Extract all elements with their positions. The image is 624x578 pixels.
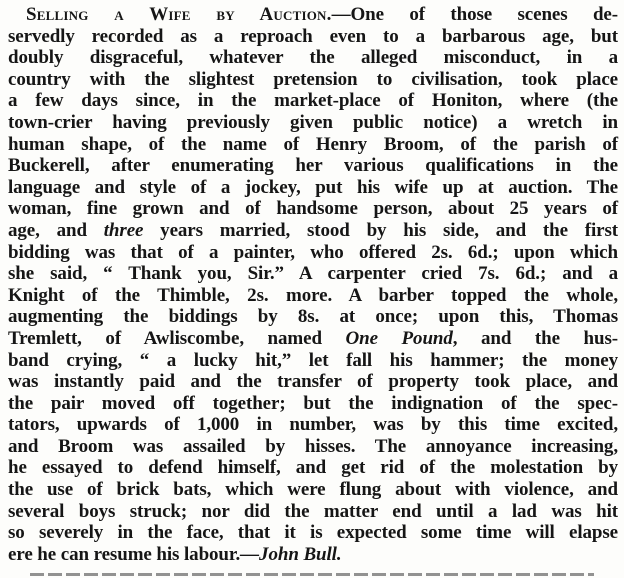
italic-one-pound: One Pound bbox=[345, 327, 453, 349]
article-line: band crying, “ a lucky hit,” let fall his hammer; the money bbox=[8, 349, 618, 371]
article-line: augmenting the biddings by 8s. at once; upon this, Thomas bbox=[8, 306, 618, 328]
article-line: the use of brick bats, which were flung about with violence, and bbox=[8, 479, 618, 501]
article-text bbox=[8, 4, 618, 565]
article-line: and Broom was assailed by hisses. The annoyance increasing, bbox=[8, 435, 618, 457]
article-line: country with the slightest pretension to civilisation, took place bbox=[8, 68, 618, 90]
article-line: human shape, of the name of Henry Broom, of the parish of bbox=[8, 133, 618, 155]
article-line: Knight of the Thimble, 2s. more. A barber topped the whole, bbox=[8, 284, 618, 306]
article-line: ere he can resume his labour.—John Bull. bbox=[8, 543, 342, 565]
article-line: several boys struck; nor did the matter end until a lad was hit bbox=[8, 500, 618, 522]
article-line: Tremlett, of Awliscombe, named One Pound, and the hus- bbox=[8, 327, 618, 349]
article-line: Selling a Wife by Auction.—One of those scenes de- bbox=[26, 4, 618, 25]
article-line: so severely in the face, that it is expected some time will elapse bbox=[8, 522, 618, 544]
article-line: age, and three years married, stood by his side, and the first bbox=[8, 219, 619, 241]
article-heading: Selling a Wife by Auction. bbox=[26, 4, 332, 25]
column-divider bbox=[30, 573, 594, 576]
article-line: Buckerell, after enumerating her various qualifications in the bbox=[8, 155, 618, 177]
article-line: tators, upwards of 1,000 in number, was by this time excited, bbox=[8, 414, 618, 436]
article-line: he essayed to defend himself, and get rid of the molestation by bbox=[8, 457, 618, 479]
article-line: she said, “ Thank you, Sir.” A carpenter cried 7s. 6d.; and a bbox=[8, 263, 618, 285]
article-line: servedly recorded as a reproach even to a barbarous age, but bbox=[8, 25, 618, 47]
article-line: town-crier having previously given public notice) a wretch in bbox=[8, 111, 618, 133]
article-line: the pair moved off together; but the indignation of the spec- bbox=[8, 392, 618, 414]
italic-three: three bbox=[103, 219, 144, 241]
article-line: was instantly paid and the transfer of property took place, and bbox=[8, 371, 618, 393]
article-line: a few days since, in the market-place of Honiton, where (the bbox=[8, 90, 618, 112]
article-line: doubly disgraceful, whatever the alleged misconduct, in a bbox=[8, 47, 618, 69]
article-line: woman, fine grown and of handsome person, about 25 years of bbox=[8, 198, 618, 220]
article-line: language and style of a jockey, put his wife up at auction. The bbox=[8, 176, 618, 198]
source-attribution: —John Bull. bbox=[240, 543, 342, 565]
article-line: bidding was that of a painter, who offered 2s. 6d.; upon which bbox=[8, 241, 618, 263]
